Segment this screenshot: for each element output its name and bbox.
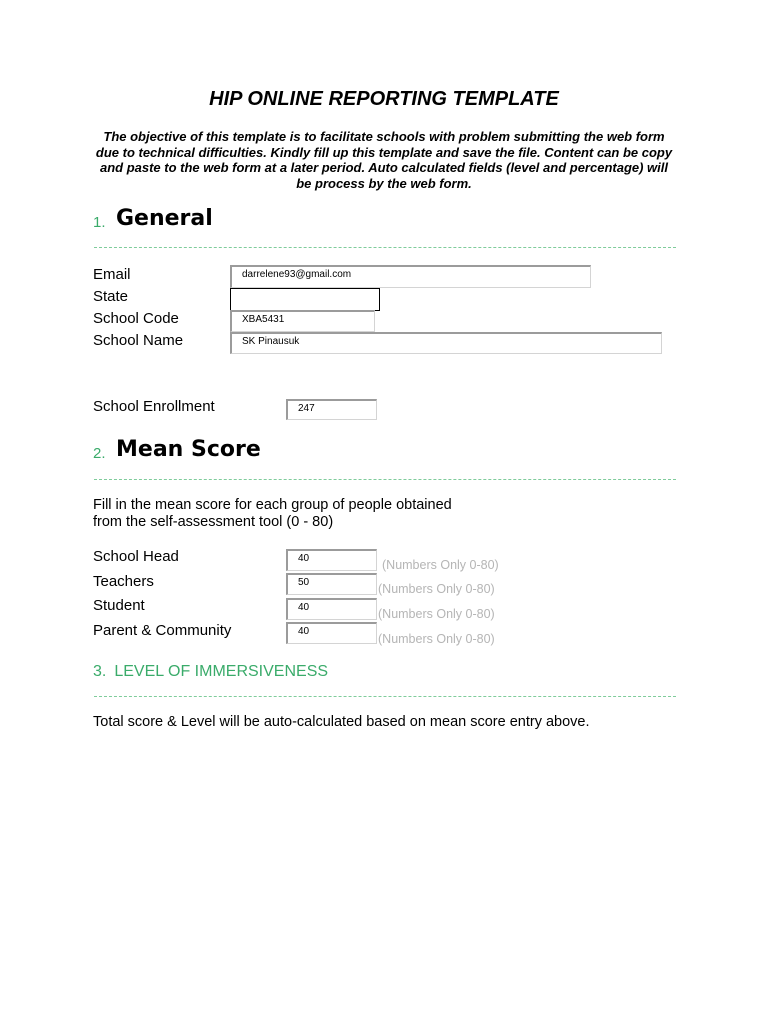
school-name-label: School Name bbox=[93, 332, 184, 349]
student-label: Student bbox=[93, 597, 145, 614]
section-2-number: 2. bbox=[93, 445, 106, 462]
intro-paragraph: The objective of this template is to facilitate schools with problem submitting the web form due to technical difficulties. Kindly fill up this template and save the file. Content can be copy and paste to the web form at a later period. Auto calculated fields (level and percentage) will be process by the web form. bbox=[95, 129, 673, 191]
section-3-divider bbox=[94, 696, 676, 697]
section-1-heading: General bbox=[116, 206, 213, 231]
school-code-label: School Code bbox=[93, 310, 179, 327]
mean-score-instruction-line-2: from the self-assessment tool (0 - 80) bbox=[93, 514, 334, 530]
school-head-score-field[interactable]: 40 bbox=[286, 549, 377, 571]
student-hint: (Numbers Only 0-80) bbox=[378, 607, 495, 621]
mean-score-instruction-line-1: Fill in the mean score for each group of people obtained bbox=[93, 497, 452, 513]
section-1-divider bbox=[94, 247, 676, 248]
section-3-number: 3. bbox=[93, 663, 107, 680]
auto-calculation-note: Total score & Level will be auto-calculated based on mean score entry above. bbox=[93, 714, 590, 730]
school-name-field[interactable]: SK Pinausuk bbox=[230, 332, 662, 354]
teachers-label: Teachers bbox=[93, 573, 154, 590]
email-field[interactable]: darrelene93@gmail.com bbox=[230, 265, 591, 288]
section-2-divider bbox=[94, 479, 676, 480]
school-enrollment-label: School Enrollment bbox=[93, 398, 215, 415]
email-label: Email bbox=[93, 266, 131, 283]
school-enrollment-field[interactable]: 247 bbox=[286, 399, 377, 420]
teachers-score-field[interactable]: 50 bbox=[286, 573, 377, 595]
student-score-field[interactable]: 40 bbox=[286, 598, 377, 620]
school-code-field[interactable]: XBA5431 bbox=[230, 310, 375, 332]
page-title: HIP ONLINE REPORTING TEMPLATE bbox=[209, 88, 559, 110]
parent-community-hint: (Numbers Only 0-80) bbox=[378, 632, 495, 646]
state-label: State bbox=[93, 288, 129, 305]
teachers-hint: (Numbers Only 0-80) bbox=[378, 582, 495, 596]
section-1-number: 1. bbox=[93, 214, 106, 231]
section-3-heading: LEVEL OF IMMERSIVENESS bbox=[114, 663, 329, 680]
section-2-heading: Mean Score bbox=[116, 437, 261, 462]
school-head-label: School Head bbox=[93, 548, 179, 565]
section-3-heading-row bbox=[93, 663, 328, 681]
school-head-hint: (Numbers Only 0-80) bbox=[382, 558, 499, 572]
parent-community-label: Parent & Community bbox=[93, 622, 232, 639]
parent-community-score-field[interactable]: 40 bbox=[286, 622, 377, 644]
state-field[interactable] bbox=[230, 288, 380, 311]
